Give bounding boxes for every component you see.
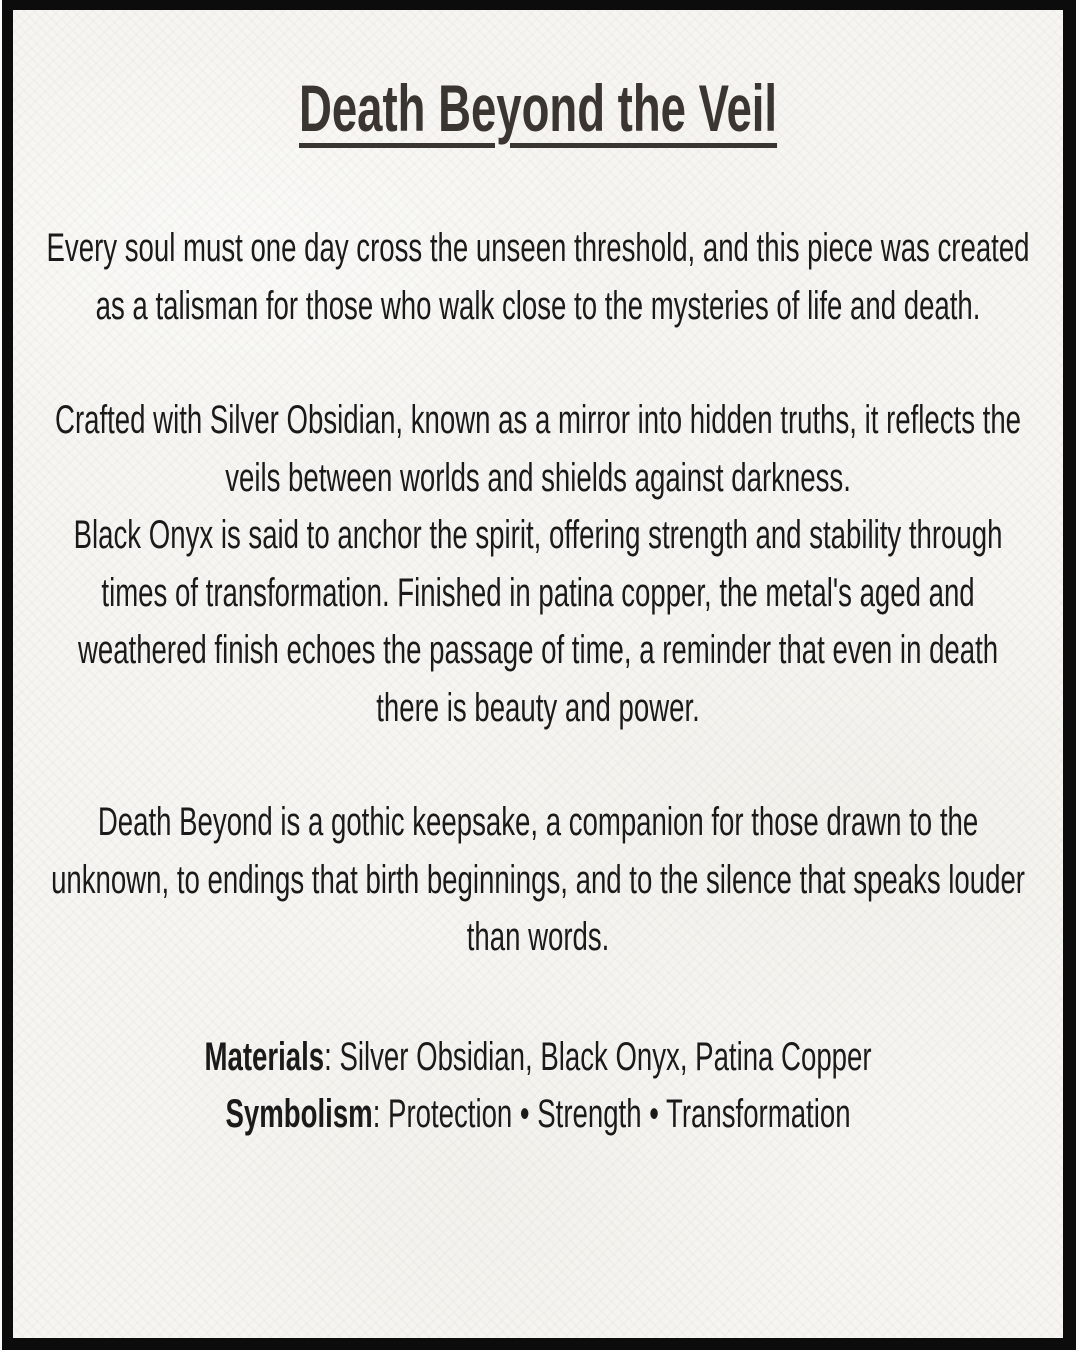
materials-story-segment-2: Black Onyx is said to anchor the spirit, offering strength and stability through times of transformation. Finished in patina copper, the metal's aged and weathered finish echoes the passage of time, a reminder that even in death there is beauty and power. (73, 513, 1003, 730)
materials-label: Materials (204, 1034, 325, 1079)
poster-frame (2, 0, 1076, 1350)
materials-value: Silver Obsidian, Black Onyx, Patina Copper (339, 1034, 872, 1079)
symbolism-line (43, 1086, 1033, 1144)
paragraph-intro: Every soul must one day cross the unseen threshold, and this piece was created as a talisman for those who walk close to the mysteries of life and death. (46, 226, 1030, 328)
page-title-text: Death Beyond the Veil (298, 71, 778, 145)
paragraph-keepsake: Death Beyond is a gothic keepsake, a companion for those drawn to the unknown, to endings that birth beginnings, and to the silence that speaks louder than words. (51, 800, 1025, 959)
paragraph-materials-story (43, 392, 1033, 737)
materials-story-segment-1: Crafted with Silver Obsidian, known as a mirror into hidden truths, it reflects the veils between worlds and shields against darkness. (55, 398, 1022, 500)
details-block (43, 1029, 1033, 1144)
symbolism-separator: : (372, 1092, 389, 1136)
poster-content (13, 10, 1063, 1338)
materials-line (43, 1029, 1033, 1087)
page-title (43, 71, 1033, 145)
symbolism-value: Protection • Strength • Transformation (388, 1092, 851, 1136)
text-column (43, 71, 1033, 1144)
materials-separator: : (324, 1034, 340, 1079)
symbolism-label: Symbolism (225, 1092, 373, 1136)
